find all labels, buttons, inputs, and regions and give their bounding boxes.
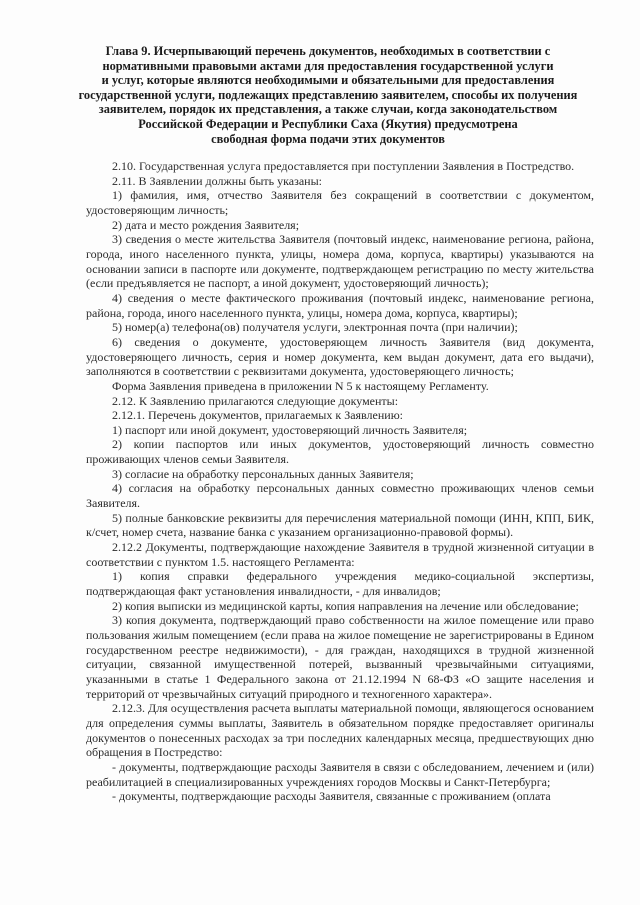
paragraph: 1) копия справки федерального учреждения медико-социальной экспертизы, подтверждающая факт установления инвалидности, - для инвалидов; (86, 569, 594, 599)
heading-line: Глава 9. Исчерпывающий перечень документов, необходимых в соответствии с (105, 44, 551, 58)
paragraph: 2) дата и место рождения Заявителя; (112, 217, 300, 232)
heading-line: и услуг, которые являются необходимыми и обязательными для предоставления (101, 73, 555, 88)
paragraph: 1) фамилия, имя, отчество Заявителя без сокращений в соответствии с документом, удостоверяющим личность; (86, 188, 594, 217)
paragraph: 3) копия документа, подтверждающий право собственности на жилое помещение или право пользования жилым помещением (если права на жилое помещение не зарегистрированы в Едином государственном реестре недвижимости), - для граждан, находящихся в трудной жизненной ситуации, связанной имущественной потерей, вызванный чрезвычайными ситуациями, указанными в статье 1 Федерального закона от 21.12.1994 N 68-ФЗ «О защите населения и территорий от чрезвычайных ситуаций природного и техногенного характера». (86, 613, 594, 701)
paragraph: 3) согласие на обработку персональных данных Заявителя; (112, 466, 414, 481)
heading-line: нормативными правовыми актами для предоставления государственной услуги (102, 58, 554, 73)
paragraph: Форма Заявления приведена в приложении N 5 к настоящему Регламенту. (112, 378, 489, 393)
paragraph: 2.10. Государственная услуга предоставляется при поступлении Заявления в Постредство. (112, 159, 575, 173)
paragraph: 4) сведения о месте фактического проживания (почтовый индекс, наименование региона, района, города, иного населенного пункта, улицы, номера дома, корпуса, квартиры); (86, 290, 594, 320)
paragraph: 5) номер(а) телефона(ов) получателя услуги, электронная почта (при наличии); (112, 320, 518, 335)
paragraph: 2.12. К Заявлению прилагаются следующие документы: (112, 393, 399, 408)
paragraph: 2.12.3. Для осуществления расчета выплаты материальной помощи, являющегося основанием для определения суммы выплаты, Заявитель в обязательном порядке предоставляет оригиналы документов о понесенных расходах за три последних календарных месяца, предшествующих дню обращения в Постредство: (86, 701, 594, 760)
paragraph: 1) паспорт или иной документ, удостоверяющий личность Заявителя; (112, 422, 468, 437)
paragraph: - документы, подтверждающие расходы Заявителя, связанные с проживанием (оплата (112, 789, 551, 804)
paragraph: 2.11. В Заявлении должны быть указаны: (112, 173, 322, 188)
chapter-heading (78, 44, 578, 146)
paragraph: 2) копия выписки из медицинской карты, копия направления на лечение или обследование; (112, 598, 579, 613)
paragraph: 2.12.2 Документы, подтверждающие нахождение Заявителя в трудной жизненной ситуации в соответствии с пунктом 1.5. настоящего Регламента: (86, 540, 594, 569)
paragraph: - документы, подтверждающие расходы Заявителя в связи с обследованием, лечением и (или) реабилитацией в специализированных учреждениях городов Москвы и Санкт-Петербурга; (86, 759, 594, 789)
heading-line: заявителем, порядок их представления, а также случаи, когда законодательством (98, 102, 558, 117)
document-body (86, 159, 594, 804)
paragraph: 4) согласия на обработку персональных данных совместно проживающих членов семьи Заявителя. (86, 481, 594, 511)
paragraph: 2.12.1. Перечень документов, прилагаемых к Заявлению: (112, 408, 404, 423)
heading-line: государственной услуги, подлежащих представлению заявителем, способы их получения (78, 87, 578, 102)
paragraph: 3) сведения о месте жительства Заявителя (почтовый индекс, наименование региона, района, города, иного населенного пункта, улицы, номера дома, корпуса, квартиры) указываются на основании записи в паспорте или документе, подтверждающем регистрацию по месту жительства (если предъявляется не паспорт, а иной документ, удостоверяющий личность); (86, 232, 594, 291)
paragraph: 2) копии паспортов или иных документов, удостоверяющий личность совместно проживающих членов семьи Заявителя. (86, 437, 594, 467)
paragraph: 6) сведения о документе, удостоверяющем личность Заявителя (вид документа, удостоверяющего личность, серия и номер документа, кем выдан документ, дата его выдачи), заполняются в соответствии с реквизитами документа, удостоверяющего личность; (86, 334, 594, 379)
heading-line: Российской Федерации и Республики Саха (Якутия) предусмотрена (138, 116, 518, 131)
heading-line: свободная форма подачи этих документов (211, 131, 445, 146)
paragraph: 5) полные банковские реквизиты для перечисления материальной помощи (ИНН, КПП, БИК, к/счет, номер счета, название банка с указанием организационно-правовой формы). (86, 510, 594, 540)
